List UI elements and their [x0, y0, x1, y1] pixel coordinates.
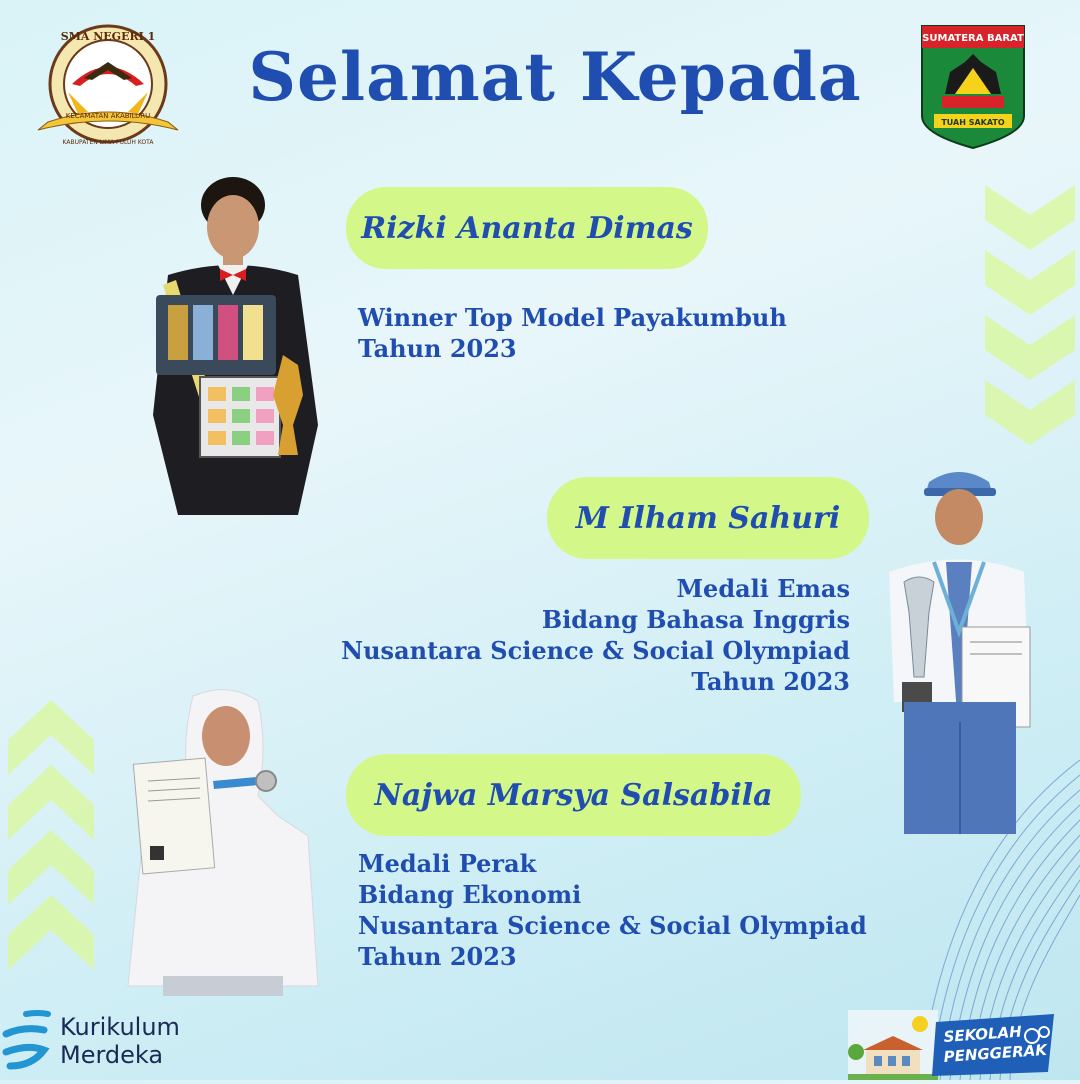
kurikulum-merdeka-icon: [2, 1010, 52, 1072]
merdeka-text: Merdeka: [60, 1041, 164, 1069]
page-title: Selamat Kepada: [248, 38, 862, 116]
school-logo-top-text: SMA NEGERI 1: [60, 30, 156, 43]
student-3-name: Najwa Marsya Salsabila: [346, 754, 801, 836]
student-1-achievement: [358, 302, 787, 364]
chevron-right-decoration: [985, 185, 1075, 470]
student-1-name: Rizki Ananta Dimas: [346, 187, 708, 269]
achievement-line: Tahun 2023: [691, 667, 850, 696]
achievement-line: Tahun 2023: [358, 334, 517, 363]
student-3-achievement: [358, 848, 867, 972]
sekolah-text: SEKOLAH: [943, 1022, 1023, 1046]
achievement-line: Tahun 2023: [358, 942, 517, 971]
kurikulum-text: Kurikulum: [60, 1013, 180, 1041]
achievement-line: Nusantara Science & Social Olympiad: [341, 636, 850, 665]
achievement-line: Winner Top Model Payakumbuh: [358, 303, 787, 332]
student-2-achievement: [330, 573, 850, 697]
kurikulum-merdeka-logo: [2, 1010, 180, 1072]
school-logo-bottom-text: KABUPATEN LIMA PULUH KOTA: [62, 139, 154, 146]
achievement-line: Medali Emas: [676, 574, 850, 603]
sekolah-penggerak-logo: [848, 1010, 1058, 1080]
chevron-left-decoration: [8, 700, 94, 990]
student-2-name: M Ilham Sahuri: [547, 477, 869, 559]
province-logo-bottom-text: TUAH SAKATO: [941, 118, 1005, 127]
achievement-line: Bidang Bahasa Inggris: [541, 605, 850, 634]
penggerak-text: PENGGERAK: [943, 1040, 1048, 1066]
achievement-line: Medali Perak: [358, 849, 537, 878]
student-1-photo: [148, 165, 328, 520]
student-3-photo: [118, 686, 323, 996]
achievement-line: Nusantara Science & Social Olympiad: [358, 911, 867, 940]
school-logo-mid-text: KECAMATAN AKABILURU: [65, 112, 151, 120]
province-logo-top-text: SUMATERA BARAT: [922, 33, 1024, 44]
achievement-line: Bidang Ekonomi: [358, 880, 582, 909]
student-2-photo: [874, 462, 1034, 834]
